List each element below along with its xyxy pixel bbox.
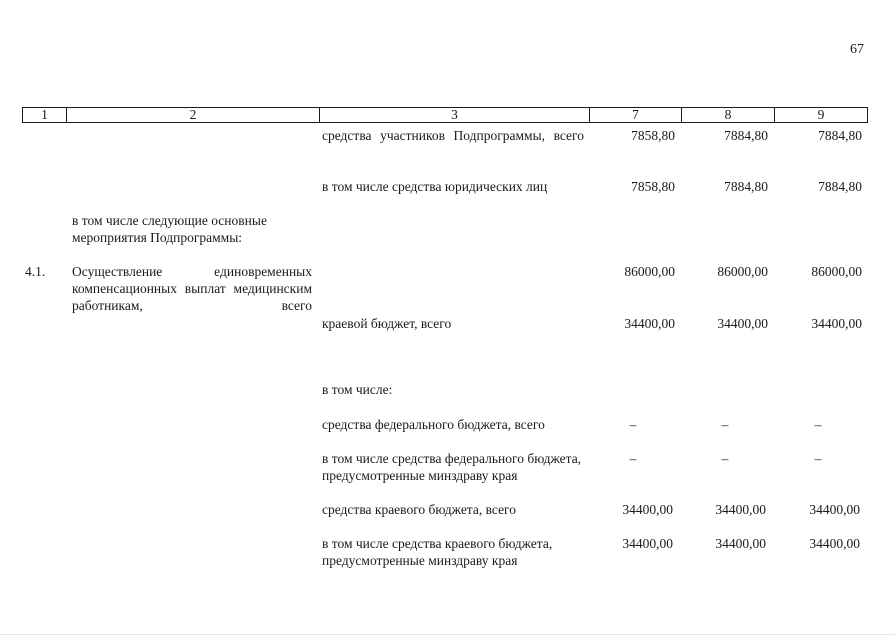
column-header-2: 2: [67, 108, 320, 123]
row-label: средства федерального бюджета, всего: [322, 417, 545, 432]
row-label: в том числе:: [322, 382, 393, 397]
cell-col8: –: [721, 417, 729, 432]
cell-col8: 34400,00: [717, 316, 768, 331]
column-header-7: 7: [590, 108, 682, 123]
cell-col7: 7858,80: [631, 179, 675, 194]
table-header-row: [23, 108, 868, 123]
column-header-1: 1: [23, 108, 67, 123]
cell-col9: 7884,80: [818, 179, 862, 194]
section-heading: в том числе следующие основные мероприятия Подпрограммы:: [72, 213, 267, 245]
cell-col8: 7884,80: [724, 179, 768, 194]
cell-col7: 34400,00: [622, 536, 673, 551]
cell-col8: 34400,00: [715, 502, 766, 517]
cell-col7: 34400,00: [624, 316, 675, 331]
page-edge-divider: [0, 634, 895, 635]
cell-col7: –: [629, 417, 637, 432]
cell-col7: 86000,00: [624, 264, 675, 279]
cell-col9: 86000,00: [811, 264, 862, 279]
row-label: средства участников Подпрограммы, всего: [322, 128, 584, 143]
cell-col8: 34400,00: [715, 536, 766, 551]
row-label: краевой бюджет, всего: [322, 316, 452, 331]
column-header-8: 8: [682, 108, 775, 123]
cell-col9: 7884,80: [818, 128, 862, 143]
cell-col9: 34400,00: [809, 536, 860, 551]
table-header: [22, 107, 868, 123]
row-label: в том числе средства юридических лиц: [322, 179, 548, 194]
row-label: в том числе средства краевого бюджета, предусмотренные минздраву края: [322, 536, 553, 568]
row-label: в том числе средства федерального бюджета, предусмотренные минздраву края: [322, 451, 582, 483]
cell-col9: 34400,00: [811, 316, 862, 331]
row-number: 4.1.: [25, 264, 46, 279]
page-number: 67: [850, 42, 864, 57]
cell-col9: 34400,00: [809, 502, 860, 517]
cell-col9: –: [814, 451, 822, 466]
cell-col7: 7858,80: [631, 128, 675, 143]
cell-col7: 34400,00: [622, 502, 673, 517]
cell-col8: 86000,00: [717, 264, 768, 279]
cell-col8: 7884,80: [724, 128, 768, 143]
column-header-3: 3: [320, 108, 590, 123]
cell-col8: –: [721, 451, 729, 466]
column-header-9: 9: [775, 108, 868, 123]
measure-title: Осуществление единовременных компенсационных выплат медицинским работникам, всего: [72, 264, 312, 313]
cell-col7: –: [629, 451, 637, 466]
cell-col9: –: [814, 417, 822, 432]
row-label: средства краевого бюджета, всего: [322, 502, 517, 517]
